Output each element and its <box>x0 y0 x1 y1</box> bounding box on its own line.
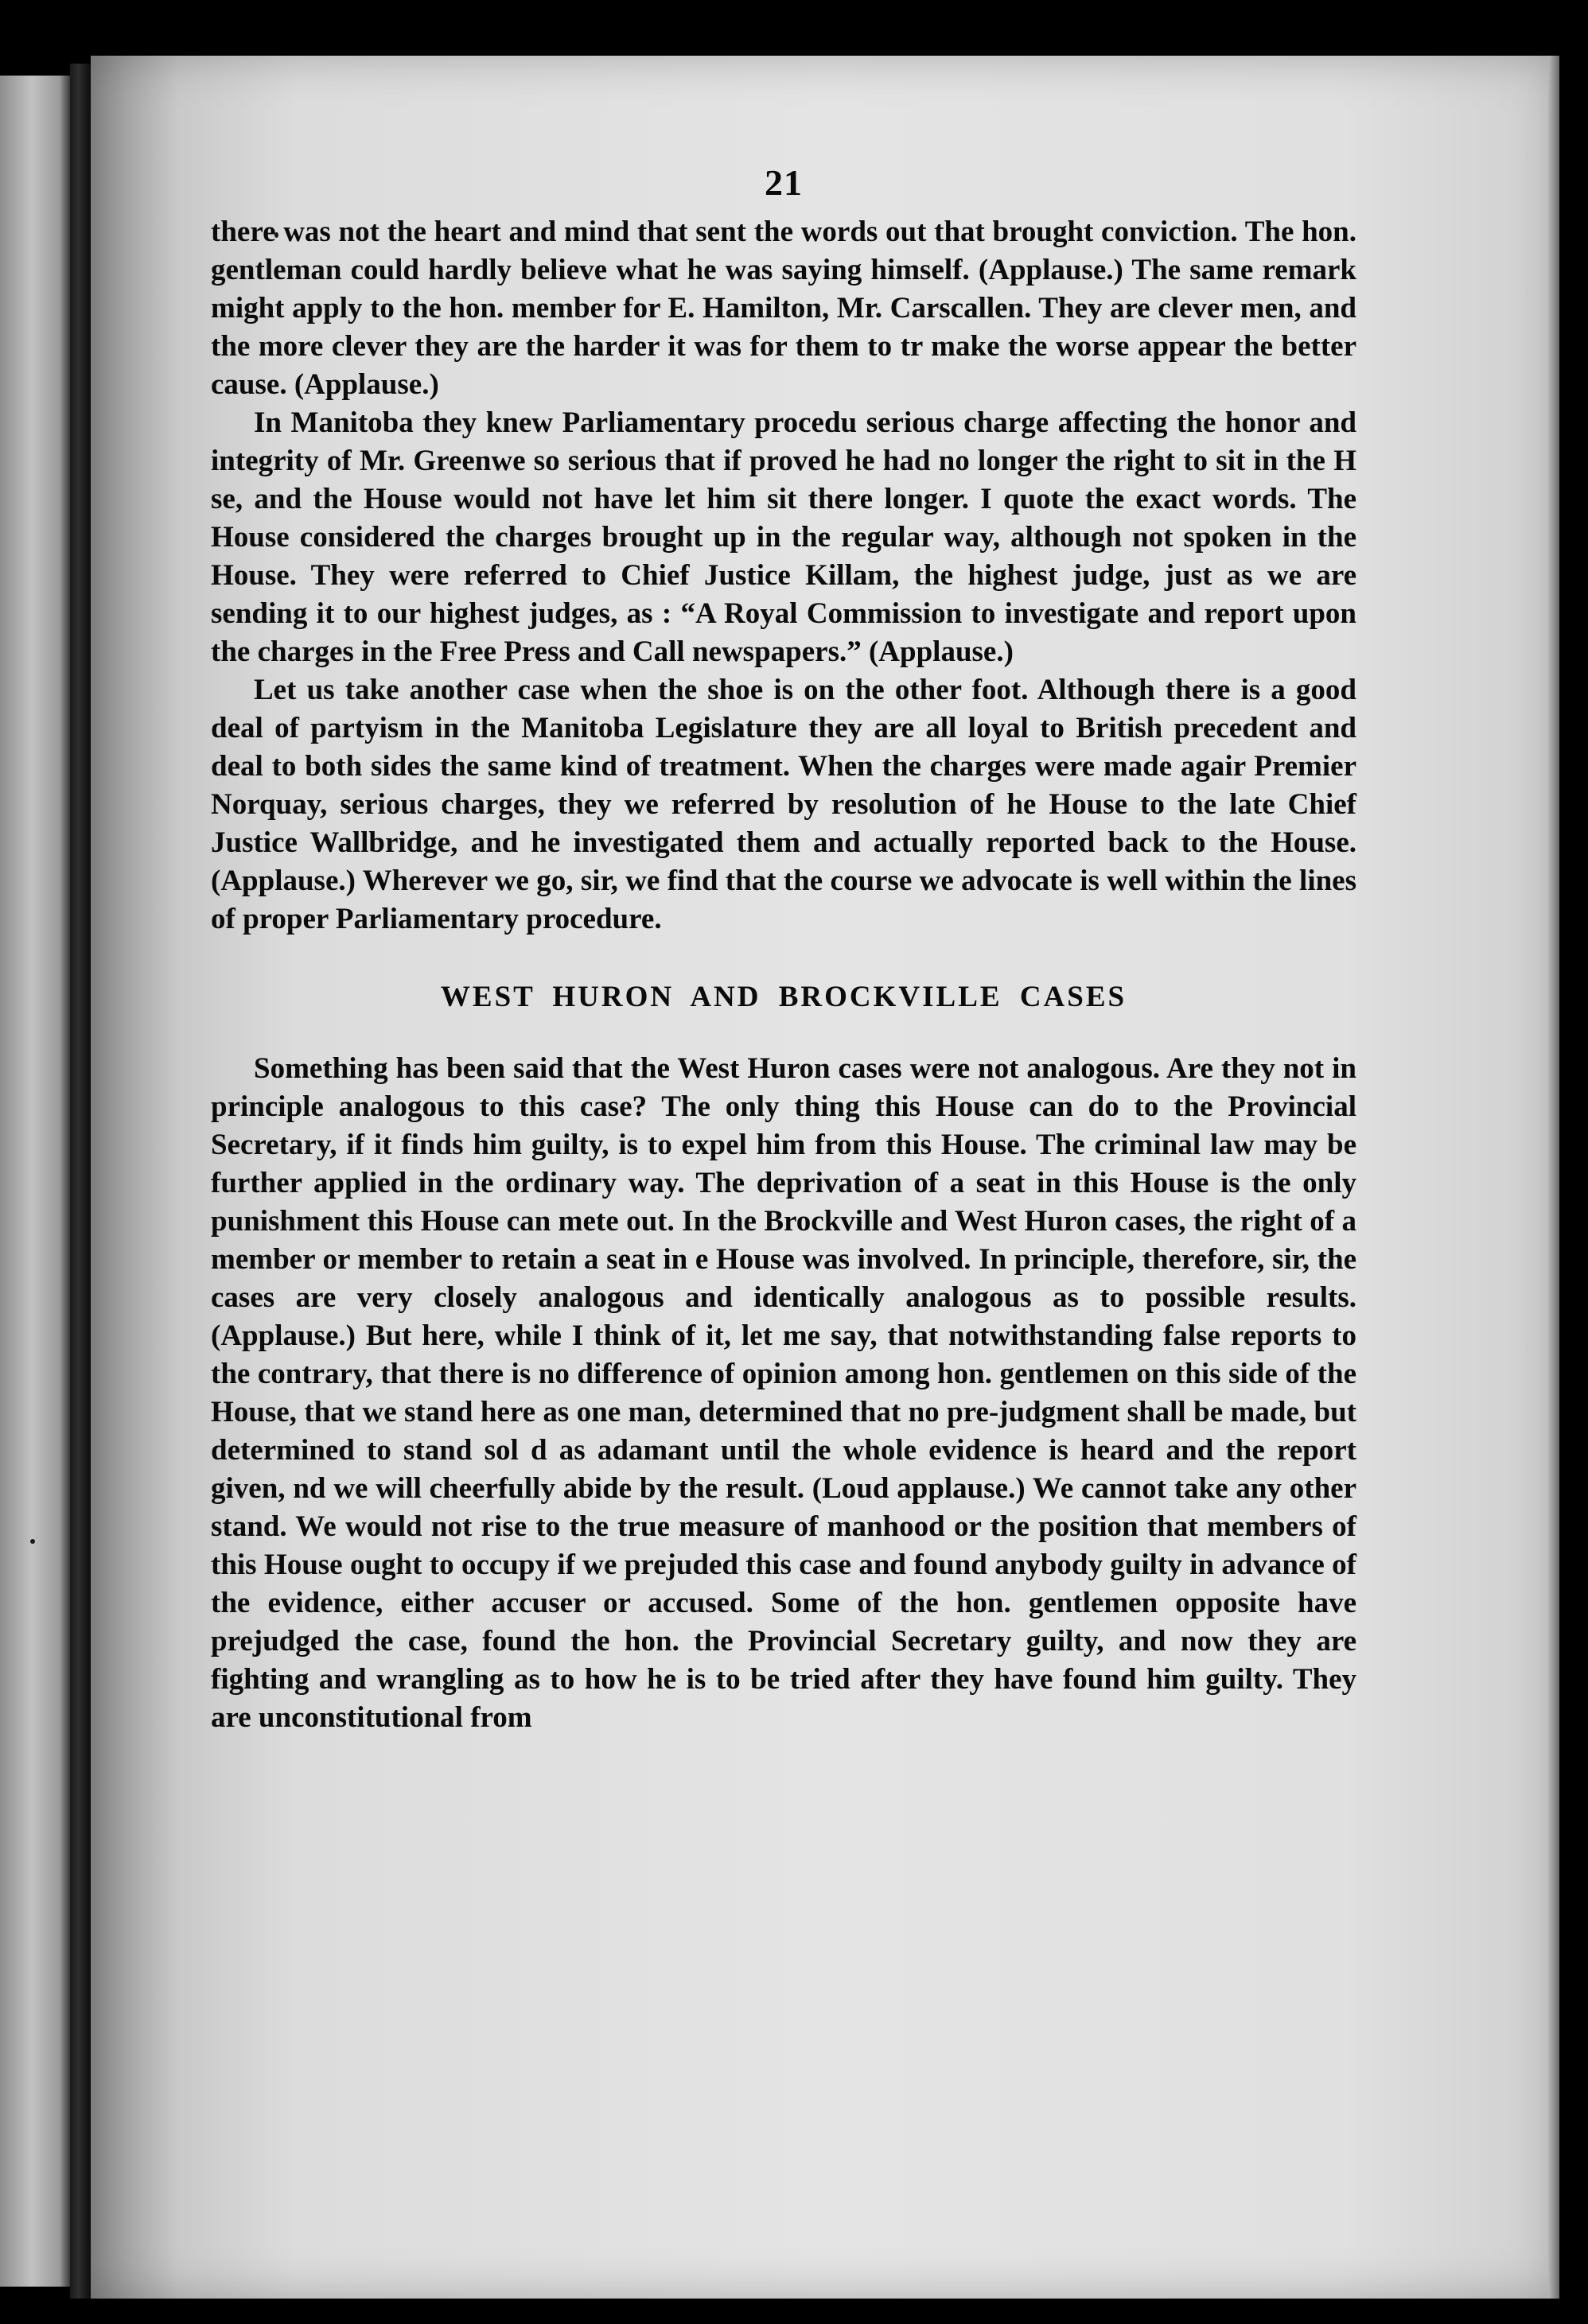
scan-speck <box>30 1539 35 1544</box>
paragraph: Something has been said that the West Huron cases were not analogous. Are they not in principle analogous to this case? The only thing this House can do to the Provincial Secretary, if it finds him guilty, is to expel him from this House. The criminal law may be further applied in the ordinary way. The deprivation of a seat in this House is the only punishment this House can mete out. In the Brockville and West Huron cases, the right of a member or member to retain a seat in e House was involved. In principle, therefore, sir, the cases are very closely analogous and identically analogous as to possible results. (Applause.) But here, while I think of it, let me say, that notwithstanding false reports to the contrary, that there is no difference of opinion among hon. gentlemen on this side of the House, that we stand here as one man, determined that no pre-judgment shall be made, but determined to stand sol d as adamant until the whole evidence is heard and the report given, nd we will cheerfully abide by the result. (Loud applause.) We cannot take any other stand. We would not rise to the true measure of manhood or the position that members of this House ought to occupy if we prejuded this case and found anybody guilty in advance of the evidence, either accuser or accused. Some of the hon. gentlemen opposite have prejudged the case, found the hon. the Provincial Secretary guilty, and now they are fighting and wrangling as to how he is to be tried after they have found him guilty. They are unconstitutional from <box>211 1052 1356 1734</box>
page-edge <box>1548 56 1559 2299</box>
section-heading: WEST HURON AND BROCKVILLE CASES <box>440 981 1127 1013</box>
paragraph: In Manitoba they knew Parliamentary procedu serious charge affecting the honor and integrity of Mr. Greenwe so serious that if proved he had no longer the right to sit in the H se, and the House would not have let him sit there longer. I quote the exact words. The House considered the charges brought up in the regular way, although not spoken in the House. They were referred to Chief Justice Killam, the highest judge, just as we are sending it to our highest judges, as : “A Royal Commission to investigate and report upon the charges in the Free Press and Call newspapers.” (Applause.) <box>211 406 1356 668</box>
page-content <box>211 159 1356 1737</box>
book-gutter <box>70 64 91 2299</box>
paragraph: there was not the heart and mind that sent the words out that brought conviction. The hon. gentleman could hardly believe what he was saying himself. (Applause.) The same remark might apply to the hon. member for E. Hamilton, Mr. Carscallen. They are clever men, and the more clever they are the harder it was for them to tr make the worse appear the better cause. (Applause.) <box>211 216 1356 401</box>
paragraph: Let us take another case when the shoe is on the other foot. Although there is a good deal of partyism in the Manitoba Legislature they are all loyal to British precedent and deal to both sides the same kind of treatment. When the charges were made agair Premier Norquay, serious charges, they we referred by resolution of he House to the late Chief Justice Wallbridge, and he investigated them and actually reported back to the House. (Applause.) Wherever we go, sir, we find that the course we advocate is well within the lines of proper Parliamentary procedure. <box>211 674 1356 935</box>
page-number: 21 <box>765 162 803 203</box>
facing-page-edge <box>0 76 70 2287</box>
